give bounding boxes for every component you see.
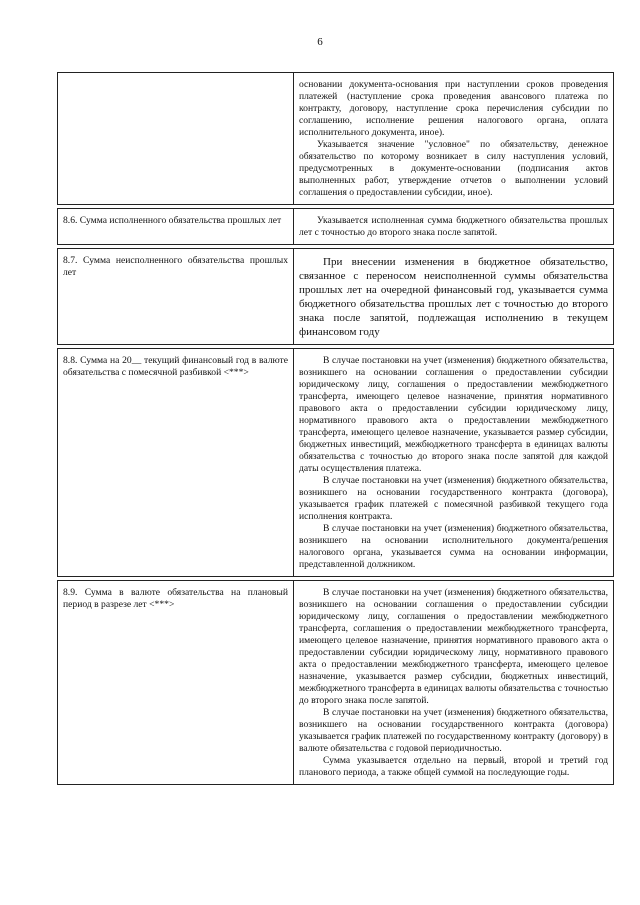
- row-label-8-9: 8.9. Сумма в валюте обязательства на плановый период в разрезе лет <***>: [58, 581, 294, 785]
- table-row-continuation: [58, 73, 614, 205]
- table-row-8-7: [58, 249, 614, 345]
- table-row-8-9: [58, 581, 614, 785]
- row-description-cell: [294, 73, 614, 205]
- table-row-8-6: [58, 209, 614, 245]
- row-description-8-7: [294, 249, 614, 345]
- row-label-8-7: 8.7. Сумма неисполненного обязательства прошлых лет: [58, 249, 294, 345]
- description-paragraph: При внесении изменения в бюджетное обязательство, связанное с переносом неисполненной суммы обязательства прошлых лет на очередной финансовый год, указывается сумма бюджетного обязательства прошлых лет с точностью до второго знака после запятой, подлежащая исполнению в текущем финансовом году: [299, 256, 608, 338]
- description-paragraph: Указывается значение "условное" по обязательству, денежное обязательство по которому возникает в силу наступления условий, предусмотренных в документе-основании (подписания актов выполненных работ, утверждение отчетов о выполнении условий соглашения о предоставлении субсидии, иное).: [299, 139, 608, 198]
- description-paragraph: Указывается исполненная сумма бюджетного обязательства прошлых лет с точностью до второго знака после запятой.: [299, 215, 608, 238]
- row-description-8-9: [294, 581, 614, 785]
- description-paragraph: основании документа-основания при наступлении сроков проведения платежей (наступление срока проведения авансового платежа по контракту, договору, наступление срока перечисления субсидии по соглашению, исполнение решения налогового органа, оплата исполнительного документа, иное).: [299, 79, 608, 138]
- row-description-8-6: [294, 209, 614, 245]
- description-paragraph: Сумма указывается отдельно на первый, второй и третий год планового периода, а также общей суммой на последующие годы.: [299, 755, 608, 778]
- instructions-table: [57, 72, 614, 785]
- table-row-8-8: [58, 349, 614, 577]
- row-label-cell: [58, 73, 294, 205]
- page-number: 6: [317, 36, 323, 48]
- description-paragraph: В случае постановки на учет (изменения) бюджетного обязательства, возникшего на основании государственного контракта (договора) указывается график платежей по государственному контракту (договору) в валюте обязательства с годовой периодичностью.: [299, 707, 608, 754]
- description-paragraph: В случае постановки на учет (изменения) бюджетного обязательства, возникшего на основании государственного контракта (договора), указывается график платежей с помесячной разбивкой текущего года исполнения контракта.: [299, 475, 608, 522]
- description-paragraph: В случае постановки на учет (изменения) бюджетного обязательства, возникшего на основании исполнительного документа/решения налогового органа, указывается сумма на основании информации, представленной должником.: [299, 523, 608, 570]
- description-paragraph: В случае постановки на учет (изменения) бюджетного обязательства, возникшего на основании соглашения о предоставлении субсидии юридическому лицу, соглашения о предоставлении межбюджетного трансферта, имеющего целевое назначение, принятия нормативного правового акта о предоставлении субсидии юридическому лицу, нормативного правового акта о предоставлении межбюджетного трансферта, имеющего целевое назначение, указывается размер субсидии, бюджетных инвестиций, межбюджетного трансферта в единицах валюты обязательства с точностью до второго знака после запятой для каждой даты осуществления платежа.: [299, 355, 608, 474]
- row-label-8-6: 8.6. Сумма исполненного обязательства прошлых лет: [58, 209, 294, 245]
- row-label-8-8: 8.8. Сумма на 20__ текущий финансовый год в валюте обязательства с помесячной разбивкой <***>: [58, 349, 294, 577]
- description-paragraph: В случае постановки на учет (изменения) бюджетного обязательства, возникшего на основании соглашения о предоставлении субсидии юридическому лицу, соглашения о предоставлении межбюджетного трансферта, соглашения о предоставлении межбюджетного трансферта, имеющего целевое назначение, принятия нормативного правового акта о предоставлении субсидии юридическому лицу, нормативного правового акта о предоставлении межбюджетного трансферта, имеющего целевое назначение, указывается размер субсидии, бюджетных инвестиций, межбюджетного трансферта в единицах валюты обязательства с точностью до второго знака после запятой.: [299, 587, 608, 706]
- row-description-8-8: [294, 349, 614, 577]
